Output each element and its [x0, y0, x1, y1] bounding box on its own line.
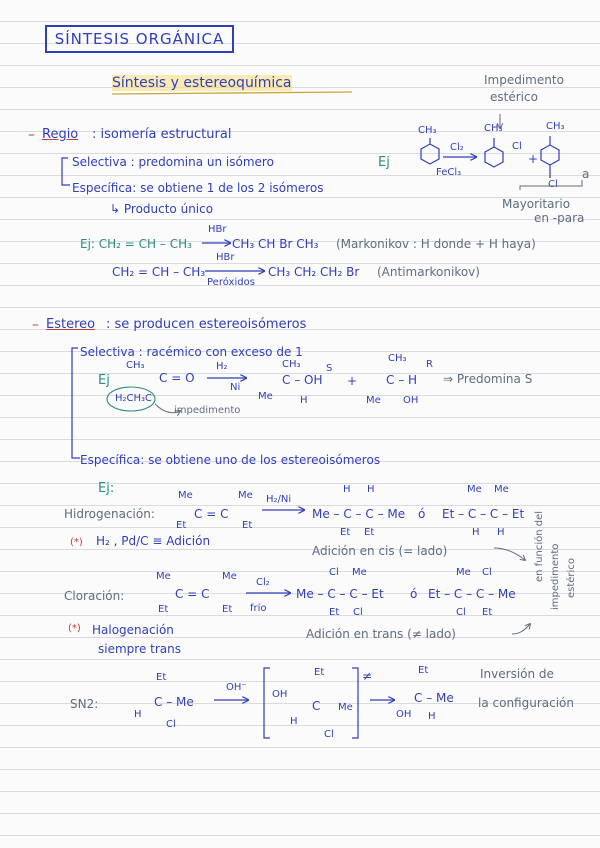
p2-me: Me — [366, 395, 381, 406]
page-title: SÍNTESIS ORGÁNICA — [45, 25, 234, 53]
sn2-label: SN2: — [70, 697, 99, 711]
regio-ej1-reagent: HBr — [208, 224, 227, 235]
regio-ej1-note: (Markonikov : H donde + H haya) — [336, 237, 536, 251]
clora-label: Cloración: — [64, 589, 125, 603]
regio-ej-short: Ej — [378, 155, 390, 170]
toluene-ring — [421, 144, 439, 164]
clora-alk-me2: Me — [222, 571, 237, 582]
ketone-c: C = O — [159, 371, 195, 385]
impedimento-label-1: Impedimento — [484, 73, 564, 87]
hidro-p1-chain: Me – C – C – Me — [312, 507, 406, 521]
sn2-prod-c: C – Me — [414, 691, 454, 705]
sn2-prod-oh: OH — [396, 709, 412, 720]
sn2-ts-mark: ≠ — [362, 669, 373, 683]
subtitle-underline — [112, 92, 352, 94]
p2-oh: OH — [403, 395, 419, 406]
regio-ej2-reagent: HBr — [216, 252, 235, 263]
p2-ch3: CH₃ — [388, 353, 407, 364]
ortho-ch3: CH₃ — [484, 123, 503, 134]
clora-alk-cc: C = C — [175, 587, 210, 601]
hidro-note: H₂ , Pd/C ≡ Adición — [96, 534, 211, 548]
sn2-ts-h: H — [290, 716, 298, 727]
clora-alk-me1: Me — [156, 571, 171, 582]
estereo-impedimento: impedimento — [174, 405, 241, 416]
sn2-note-1: Inversión de — [480, 667, 554, 681]
regio-ej2-lhs: CH₂ = CH – CH₃ — [112, 265, 206, 279]
sn2-prod-et: Et — [418, 665, 429, 676]
hidro-adicion: Adición en cis (= lado) — [312, 544, 448, 558]
para-cl: Cl — [548, 179, 558, 190]
clora-p2-cl2: Cl — [456, 607, 466, 618]
hidro-p2-h2: H — [497, 527, 505, 538]
regio-ej2-rhs: CH₃ CH₂ CH₂ Br — [268, 265, 360, 279]
regio-ej2-note: (Antimarkonikov) — [377, 265, 480, 279]
ketone-top: CH₃ — [126, 360, 145, 371]
regio-ej1-rhs: CH₃ CH Br CH₃ — [232, 237, 319, 251]
side-note-1: en función del — [534, 510, 545, 582]
mayoritario-1: Mayoritario — [502, 197, 571, 211]
clora-reagent: Cl₂ — [256, 577, 270, 588]
estereo-desc: : se producen estereoisómeros — [106, 317, 307, 332]
p1-c: C – OH — [282, 373, 323, 387]
hidro-label: Hidrogenación: — [64, 507, 155, 521]
regio-dash: – — [28, 127, 35, 143]
p2-c: C – H — [386, 373, 418, 387]
hidro-p1-et1: Et — [340, 527, 351, 538]
hidro-p2-h1: H — [472, 527, 480, 538]
p2-r: R — [426, 359, 433, 370]
clora-p1-cl: Cl — [329, 567, 339, 578]
regio-ej2-cond: Peróxidos — [207, 277, 255, 288]
hidro-p1-h1: H — [343, 484, 351, 495]
sn2-sub-c: C – Me — [154, 695, 194, 709]
estereo-ej: Ej — [98, 373, 110, 388]
hidro-ej: Ej: — [98, 481, 115, 496]
estereo-selectiva: Selectiva : racémico con exceso de 1 — [80, 345, 303, 359]
ortho-cl: Cl — [512, 141, 522, 152]
impedimento-circle — [107, 387, 155, 411]
hidro-alk-me1: Me — [178, 490, 193, 501]
hidro-alk-cc: C = C — [194, 507, 229, 521]
clora-o: ó — [410, 587, 418, 601]
sn2-ts-c: C — [312, 699, 321, 713]
hidro-reagent: H₂/Ni — [266, 494, 292, 505]
ts-bracket-right — [352, 668, 358, 738]
clora-adicion: Adición en trans (≠ lado) — [306, 627, 456, 641]
p1-s: S — [326, 363, 333, 374]
estereo-label: Estereo — [46, 317, 96, 332]
toluene-cl2: Cl₂ — [450, 142, 464, 153]
regio-label: Regio — [42, 127, 79, 142]
sn2-sub-cl: Cl — [166, 719, 176, 730]
clora-p1-cl2: Cl — [353, 607, 363, 618]
estereo-plus: + — [347, 374, 358, 388]
side-note-3: estérico — [566, 558, 577, 598]
subtitle: Síntesis y estereoquímica — [112, 75, 292, 91]
hidro-p1-et2: Et — [364, 527, 375, 538]
estereo-dash: – — [32, 317, 39, 333]
clora-note-1: Halogenación — [92, 623, 174, 637]
impedimento-label-2: estérico — [490, 90, 538, 104]
ortho-ring — [485, 147, 503, 167]
clora-p2-cl: Cl — [482, 567, 492, 578]
estereo-h2: H₂ — [216, 361, 228, 372]
hidro-p2-chain: Et – C – C – Et — [442, 507, 525, 521]
mayoritario-2: en -para — [534, 211, 585, 225]
estereo-especifica: Específica: se obtiene uno de los estereoisómeros — [80, 453, 381, 467]
regio-bracket — [62, 158, 70, 185]
sn2-prod-h: H — [428, 711, 436, 722]
clora-note-mark: (*) — [68, 623, 81, 634]
hidro-p2-me2: Me — [494, 484, 509, 495]
hidro-alk-et1: Et — [176, 520, 187, 531]
hidro-alk-et2: Et — [242, 520, 253, 531]
regio-selectiva: Selectiva : predomina un isómero — [72, 155, 274, 169]
hidro-o: ó — [418, 507, 426, 521]
toluene-plus: + — [528, 152, 539, 166]
clora-p1-et: Et — [329, 607, 340, 618]
clora-p2-et: Et — [482, 607, 493, 618]
estereo-bracket — [72, 348, 80, 458]
toluene-cat: FeCl₃ — [436, 167, 462, 178]
sn2-reagent: OH⁻ — [226, 682, 247, 693]
hidro-p1-h2: H — [367, 484, 375, 495]
regio-producto: ↳ Producto único — [110, 202, 214, 216]
clora-note-2: siempre trans — [98, 642, 181, 656]
clora-p1-chain: Me – C – C – Et — [296, 587, 384, 601]
toluene-a: a — [582, 167, 590, 181]
para-ring — [541, 145, 559, 165]
hidro-p2-me1: Me — [467, 484, 482, 495]
toluene-ch3: CH₃ — [418, 125, 437, 136]
ts-bracket-left — [264, 668, 270, 738]
para-ch3: CH₃ — [546, 121, 565, 132]
predomina: ⇒ Predomina S — [443, 372, 533, 386]
clora-cond: frío — [250, 603, 267, 614]
ketone-sub: H₂CH₃C — [115, 393, 153, 404]
p1-ch3: CH₃ — [282, 359, 301, 370]
sn2-ts-et: Et — [314, 667, 325, 678]
side-note-2: impedimento — [550, 543, 561, 610]
estereo-ni: Ni — [230, 382, 241, 393]
p1-me: Me — [258, 391, 273, 402]
sn2-sub-h: H — [134, 709, 142, 720]
clora-p1-me: Me — [352, 567, 367, 578]
clora-p2-chain: Et – C – C – Me — [428, 587, 516, 601]
hidro-alk-me2: Me — [238, 490, 253, 501]
sn2-ts-cl: Cl — [324, 729, 334, 740]
hidro-note-mark: (*) — [70, 537, 83, 548]
regio-especifica: Específica: se obtiene 1 de los 2 isómeros — [72, 181, 324, 195]
sn2-sub-et: Et — [156, 672, 167, 683]
clora-p2-me: Me — [456, 567, 471, 578]
clora-alk-et1: Et — [158, 604, 169, 615]
clora-alk-et2: Et — [222, 604, 233, 615]
p1-h: H — [300, 395, 308, 406]
sn2-note-2: la configuración — [478, 696, 574, 710]
regio-ej1-lhs: Ej: CH₂ = CH – CH₃ — [80, 237, 192, 251]
sn2-ts-me: Me — [338, 702, 353, 713]
regio-desc: : isomería estructural — [92, 127, 232, 142]
sn2-ts-oh: OH — [272, 689, 288, 700]
